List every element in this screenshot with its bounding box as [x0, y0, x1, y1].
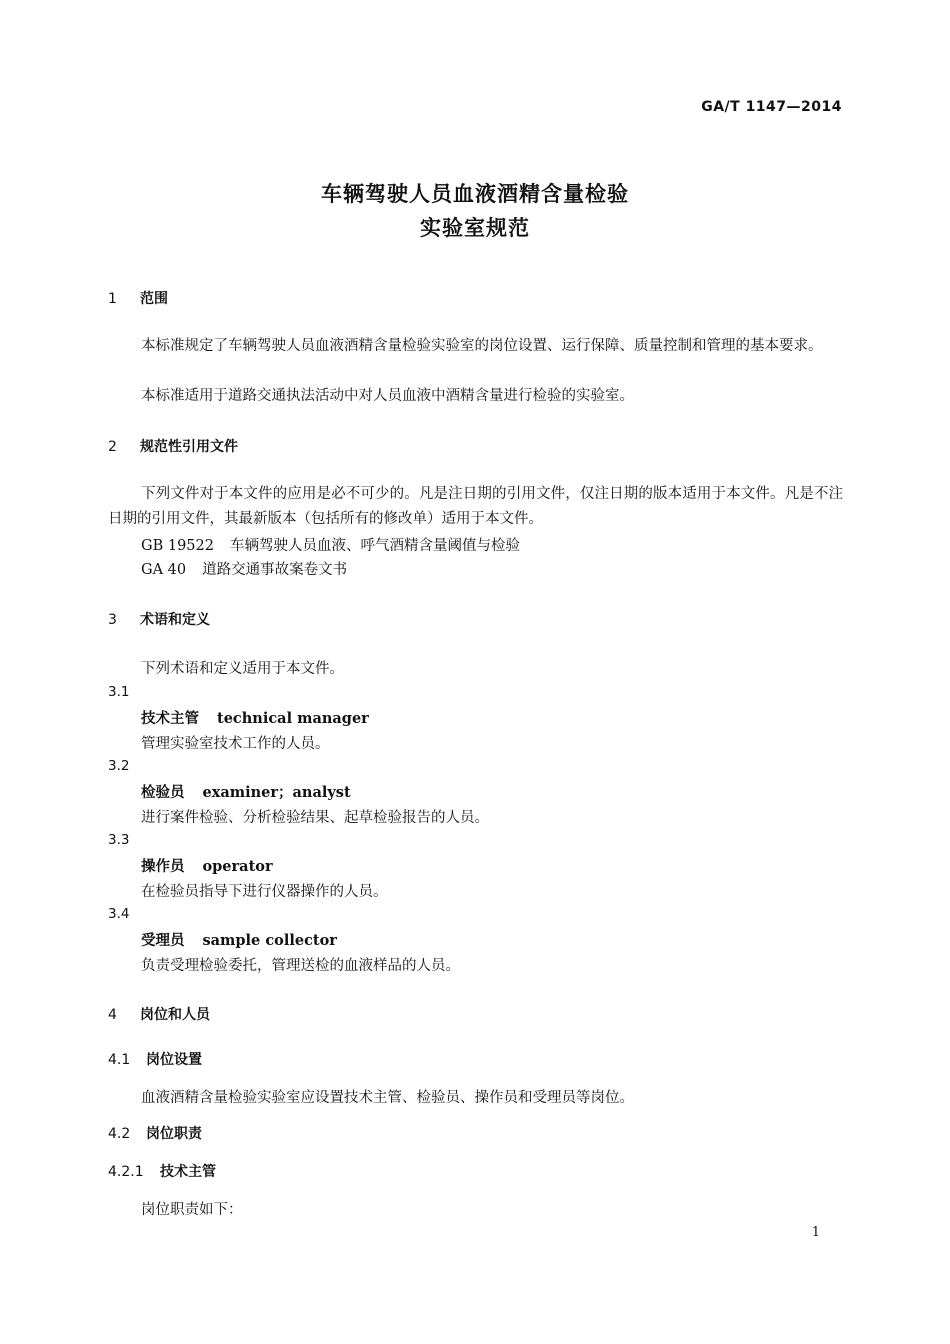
reference-code: GB 19522 [141, 538, 214, 554]
term-chinese: 技术主管 [141, 711, 199, 727]
section-title: 岗位和人员 [140, 1007, 210, 1023]
subsection-number: 4.2.1 [108, 1164, 144, 1180]
subsection-number: 4.1 [108, 1052, 131, 1068]
section-2-paragraph: 下列文件对于本文件的应用是必不可少的。凡是注日期的引用文件，仅注日期的版本适用于本文件。凡是不注日期的引用文件，其最新版本（包括所有的修改单）适用于本文件。 [108, 486, 843, 527]
section-1-paragraph-2: 本标准适用于道路交通执法活动中对人员血液中酒精含量进行检验的实验室。 [141, 388, 634, 404]
term-heading [141, 929, 337, 950]
section-title: 规范性引用文件 [140, 439, 238, 455]
subsection-4-2-1-heading [108, 1161, 216, 1181]
term-number: 3.3 [108, 832, 130, 848]
standard-code: GA/T 1147—2014 [701, 99, 842, 115]
section-1-heading [108, 288, 168, 308]
section-number: 1 [108, 291, 117, 307]
subsection-title: 技术主管 [160, 1164, 216, 1180]
section-title: 范围 [140, 291, 168, 307]
section-number: 4 [108, 1007, 117, 1023]
term-heading [141, 781, 351, 802]
section-1-paragraph-1: 本标准规定了车辆驾驶人员血液酒精含量检验实验室的岗位设置、运行保障、质量控制和管理的基本要求。 [141, 338, 823, 354]
term-number: 3.4 [108, 906, 130, 922]
term-number: 3.1 [108, 684, 130, 700]
reference-item [141, 534, 520, 555]
subsection-4-2-1-paragraph: 岗位职责如下： [141, 1202, 243, 1218]
term-chinese: 操作员 [141, 859, 185, 875]
term-definition: 进行案件检验、分析检验结果、起草检验报告的人员。 [141, 810, 489, 826]
subsection-title: 岗位设置 [146, 1052, 202, 1068]
section-4-heading [108, 1004, 210, 1024]
term-english: technical manager [217, 710, 369, 727]
term-heading [141, 707, 369, 728]
section-number: 2 [108, 439, 117, 455]
subsection-number: 4.2 [108, 1126, 131, 1142]
page-number: 1 [811, 1225, 820, 1240]
term-heading [141, 855, 273, 876]
term-definition: 管理实验室技术工作的人员。 [141, 736, 330, 752]
term-english: examiner；analyst [202, 784, 351, 801]
section-title: 术语和定义 [140, 612, 210, 628]
subsection-4-1-heading [108, 1049, 202, 1069]
subsection-4-1-paragraph: 血液酒精含量检验实验室应设置技术主管、检验员、操作员和受理员等岗位。 [141, 1090, 634, 1106]
term-chinese: 检验员 [141, 785, 185, 801]
term-english: sample collector [202, 932, 337, 949]
section-3-intro: 下列术语和定义适用于本文件。 [141, 661, 344, 677]
reference-title: 道路交通事故案卷文书 [202, 562, 348, 578]
section-2-heading [108, 436, 238, 456]
document-title-line1: 车辆驾驶人员血液酒精含量检验 [321, 182, 629, 206]
term-chinese: 受理员 [141, 933, 185, 949]
document-title-line2: 实验室规范 [420, 216, 530, 240]
term-definition: 在检验员指导下进行仪器操作的人员。 [141, 884, 388, 900]
reference-code: GA 40 [141, 562, 187, 578]
reference-item [141, 558, 347, 579]
subsection-title: 岗位职责 [146, 1126, 202, 1142]
section-number: 3 [108, 612, 117, 628]
term-definition: 负责受理检验委托，管理送检的血液样品的人员。 [141, 958, 460, 974]
reference-title: 车辆驾驶人员血液、呼气酒精含量阈值与检验 [229, 538, 520, 554]
term-english: operator [202, 858, 273, 875]
subsection-4-2-heading [108, 1123, 202, 1143]
section-3-heading [108, 609, 210, 629]
term-number: 3.2 [108, 758, 130, 774]
